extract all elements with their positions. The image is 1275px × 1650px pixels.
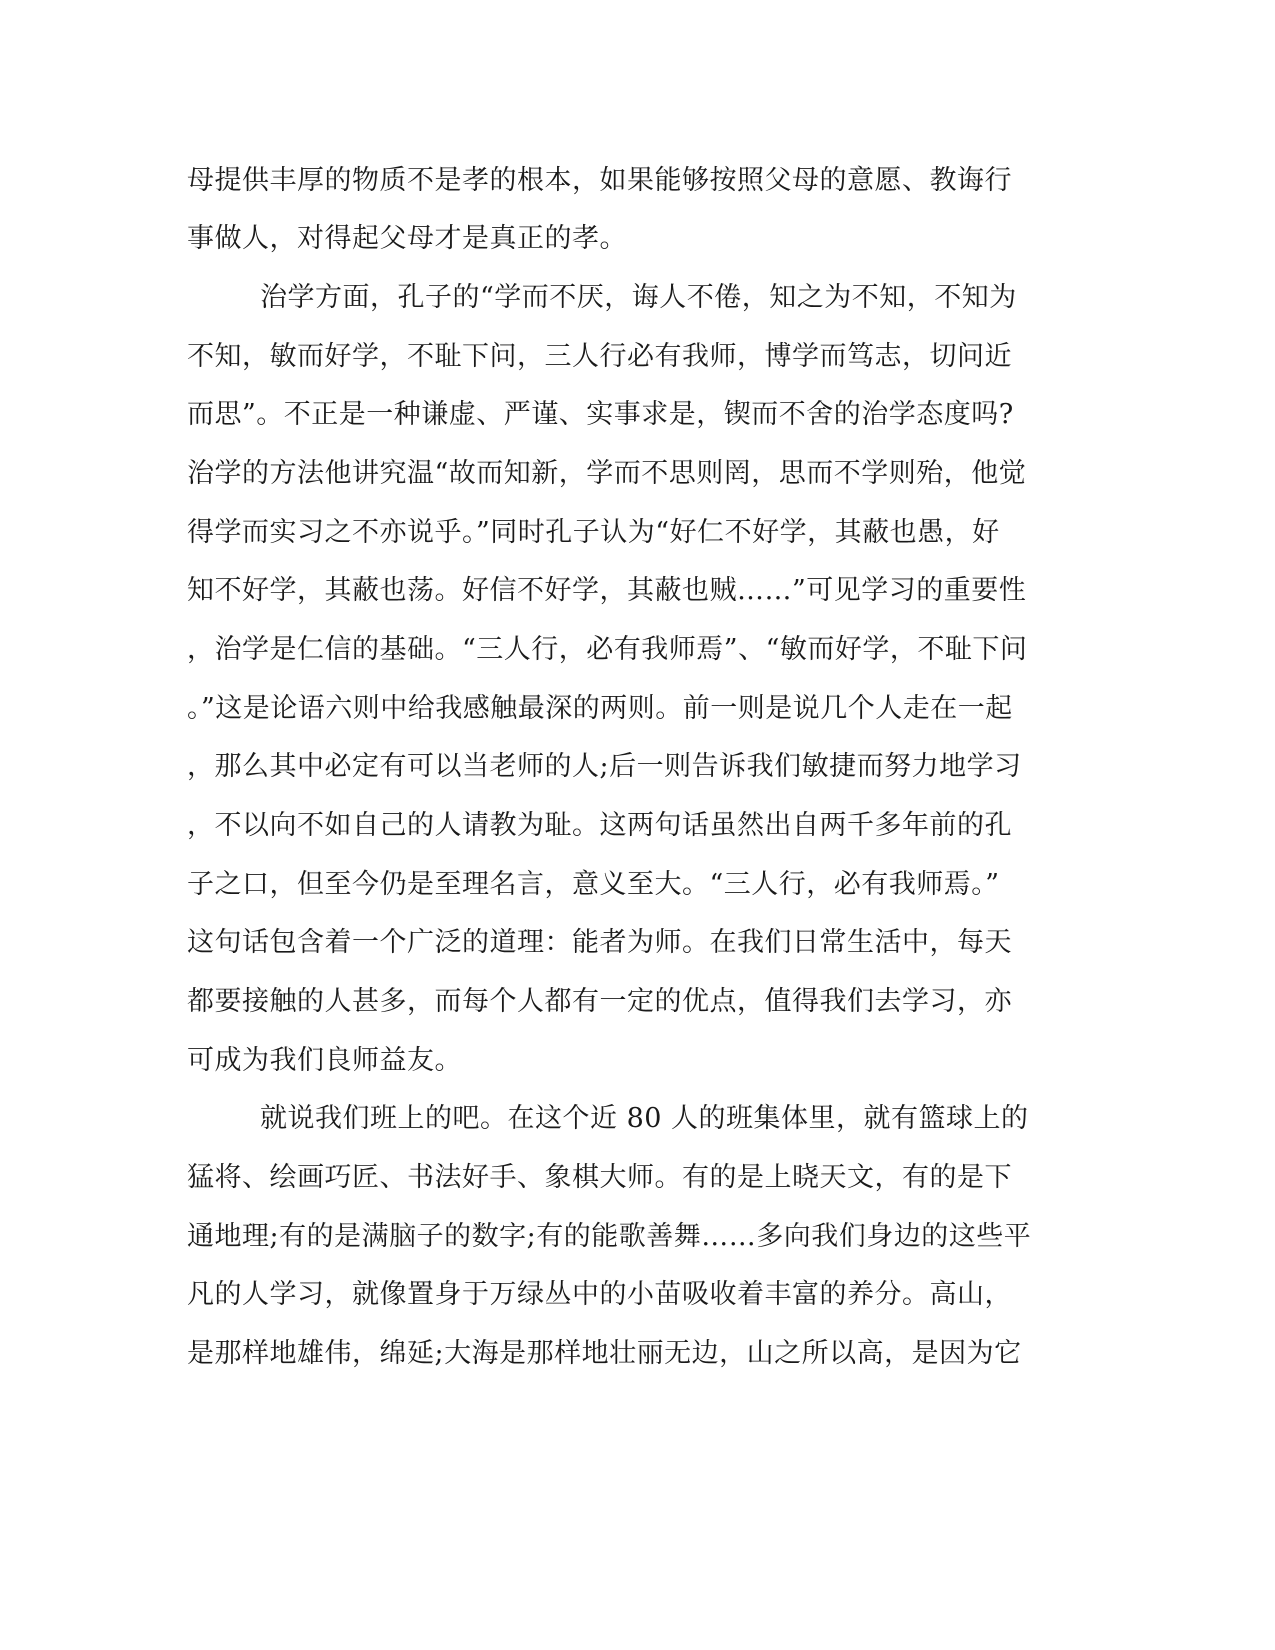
text-line: ，那么其中必定有可以当老师的人;后一则告诉我们敏捷而努力地学习 [187,751,1022,782]
text-line: 而思”。不正是一种谦虚、严谨、实事求是，锲而不舍的治学态度吗? [187,399,1014,430]
text-line: 这句话包含着一个广泛的道理：能者为师。在我们日常生活中，每天 [187,927,1012,958]
text-line: 得学而实习之不亦说乎。”同时孔子认为“好仁不好学，其蔽也愚，好 [187,517,1000,548]
text-line: 通地理;有的是满脑子的数字;有的能歌善舞……多向我们身边的这些平 [187,1221,1032,1252]
text-line: 都要接触的人甚多，而每个人都有一定的优点，值得我们去学习，亦 [187,986,1012,1017]
text-line: 治学方面，孔子的“学而不厌，诲人不倦，知之为不知，不知为 [260,282,1017,313]
text-line: 就说我们班上的吧。在这个近 80 人的班集体里，就有篮球上的 [260,1103,1029,1134]
text-line: 治学的方法他讲究温“故而知新，学而不思则罔，思而不学则殆，他觉 [187,458,1027,489]
text-line: 凡的人学习，就像置身于万绿丛中的小苗吸收着丰富的养分。高山， [187,1279,1012,1310]
text-line: 事做人，对得起父母才是真正的孝。 [187,223,627,254]
text-line: 可成为我们良师益友。 [187,1045,462,1076]
text-line: 母提供丰厚的物质不是孝的根本，如果能够按照父母的意愿、教诲行 [187,165,1012,196]
text-line: 子之口，但至今仍是至理名言，意义至大。“三人行，必有我师焉。” [187,869,1000,900]
text-line: ，不以向不如自己的人请教为耻。这两句话虽然出自两千多年前的孔 [187,810,1012,841]
text-line: 不知，敏而好学，不耻下问，三人行必有我师，博学而笃志，切问近 [187,341,1012,372]
text-line: 。”这是论语六则中给我感触最深的两则。前一则是说几个人走在一起 [187,693,1013,724]
text-line: 是那样地雄伟，绵延;大海是那样地壮丽无边，山之所以高，是因为它 [187,1338,1022,1369]
text-line: ，治学是仁信的基础。“三人行，必有我师焉”、“敏而好学，不耻下问 [187,634,1028,665]
text-line: 猛将、绘画巧匠、书法好手、象棋大师。有的是上晓天文，有的是下 [187,1162,1012,1193]
text-line: 知不好学，其蔽也荡。好信不好学，其蔽也贼……”可见学习的重要性 [187,575,1027,606]
